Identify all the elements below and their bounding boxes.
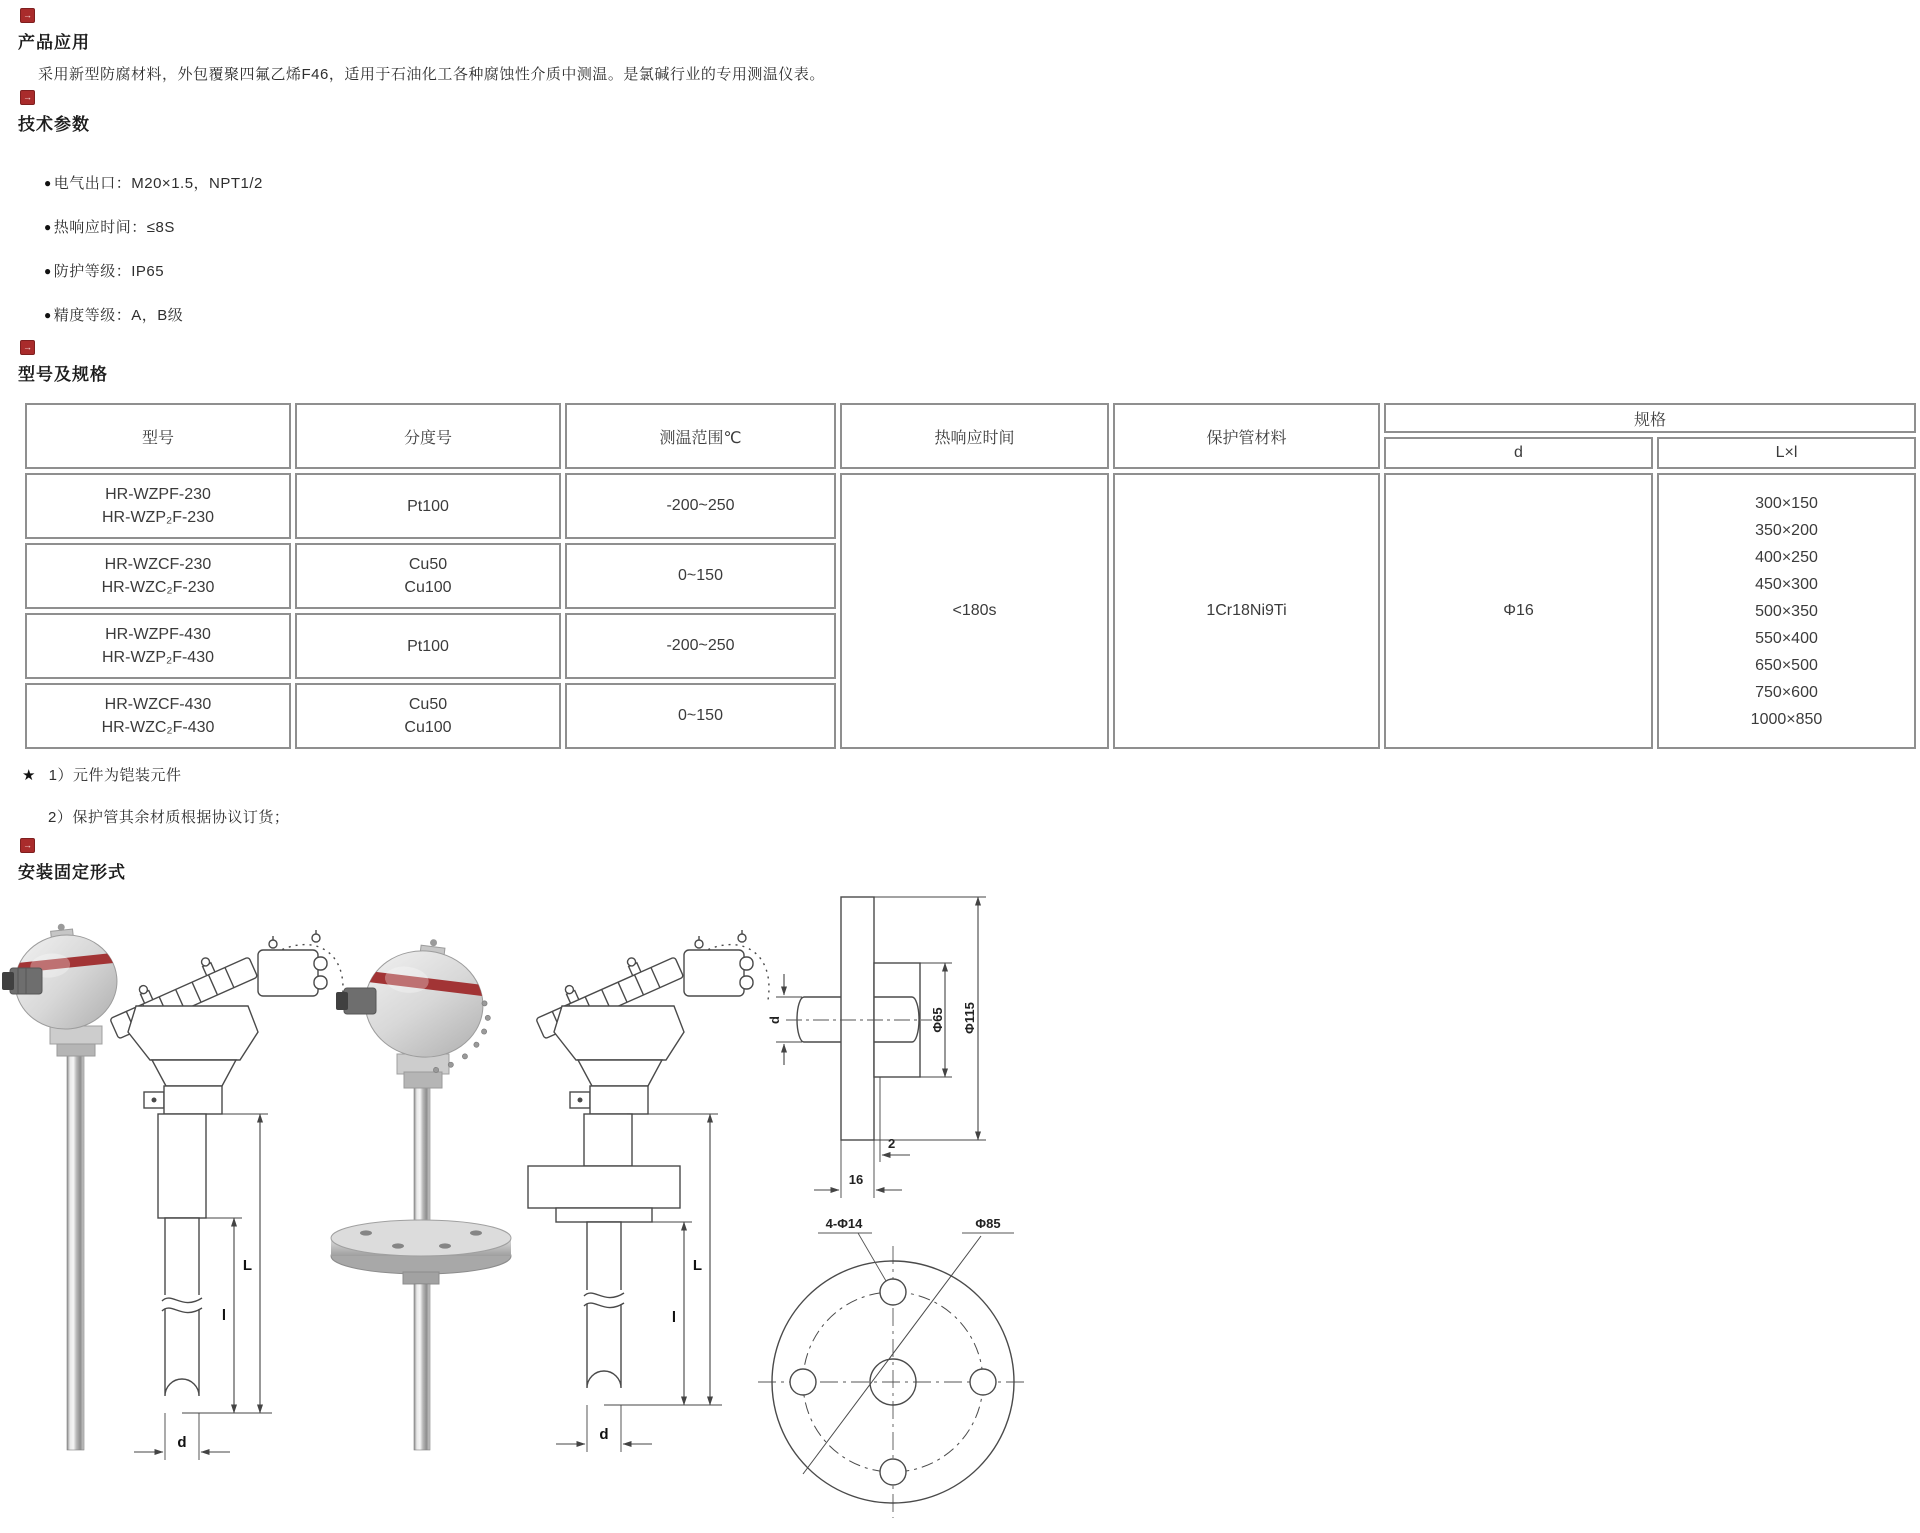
col-header-material: 保护管材料 xyxy=(1113,403,1380,469)
thermocouple-photo-1 xyxy=(2,918,127,1450)
cell-range: 0~150 xyxy=(565,683,836,749)
cell-model: HR-WZCF-230 HR-WZC₂F-230 xyxy=(25,543,291,609)
dim-label-phi115: Φ115 xyxy=(962,1002,977,1034)
dim-label-bolt-holes: 4-Φ14 xyxy=(825,1216,863,1231)
col-header-spec: 规格 xyxy=(1384,403,1916,433)
cell-range: 0~150 xyxy=(565,543,836,609)
star-icon: ★ xyxy=(22,767,36,784)
section-title-product-application: 产品应用 xyxy=(18,33,90,52)
tech-param-item: ● 电气出口：M20×1.5，NPT1/2 xyxy=(44,175,263,192)
section-marker-icon xyxy=(20,8,35,23)
cell-response: <180s xyxy=(840,473,1109,749)
spec-table xyxy=(21,399,1920,753)
spec-table-row xyxy=(25,473,1916,539)
note-2-text: 2）保护管其余材质根据协议订货； xyxy=(48,809,290,826)
section-title-tech-params: 技术参数 xyxy=(18,115,90,134)
bullet-icon: ● xyxy=(44,176,52,190)
section-marker-icon xyxy=(20,90,35,105)
cell-graduation: Pt100 xyxy=(295,473,561,539)
cell-model: HR-WZPF-430 HR-WZP₂F-430 xyxy=(25,613,291,679)
col-header-graduation: 分度号 xyxy=(295,403,561,469)
section-marker-icon xyxy=(20,838,35,853)
dim-label-l: l xyxy=(671,1309,676,1326)
dim-label-phi85: Φ85 xyxy=(975,1216,1001,1231)
cell-graduation: Cu50 Cu100 xyxy=(295,683,561,749)
dim-label-d: d xyxy=(177,1434,187,1451)
dim-label-L: L xyxy=(242,1257,252,1274)
cell-material: 1Cr18Ni9Ti xyxy=(1113,473,1380,749)
dim-label-2: 2 xyxy=(888,1136,896,1151)
tech-param-item: ● 精度等级：A，B级 xyxy=(44,307,184,324)
dim-label-d: d xyxy=(767,1016,782,1024)
col-header-lxl: L×l xyxy=(1657,437,1916,469)
section-marker-icon xyxy=(20,340,35,355)
installation-drawings xyxy=(0,893,1100,1533)
arrow-icon: → xyxy=(23,342,32,352)
dim-label-L: L xyxy=(692,1257,702,1274)
thermocouple-drawing-l-dim xyxy=(103,930,343,1460)
cell-model: HR-WZCF-430 HR-WZC₂F-430 xyxy=(25,683,291,749)
col-header-model: 型号 xyxy=(25,403,291,469)
tech-param-item: ● 防护等级：IP65 xyxy=(44,263,165,280)
col-header-d: d xyxy=(1384,437,1653,469)
cell-model: HR-WZPF-230 HR-WZP₂F-230 xyxy=(25,473,291,539)
bullet-icon: ● xyxy=(44,264,52,278)
thermocouple-photo-flange xyxy=(331,931,511,1450)
tech-param-item: ● 热响应时间：≤8S xyxy=(44,219,175,236)
tech-params-list xyxy=(44,172,263,348)
thermocouple-drawing-flange xyxy=(528,930,769,1452)
dim-label-phi65: Φ65 xyxy=(930,1007,945,1033)
flange-face-view-drawing xyxy=(758,1216,1028,1518)
note-1 xyxy=(22,764,181,785)
col-header-range: 测温范围℃ xyxy=(565,403,836,469)
note-1-text: 1）元件为铠装元件 xyxy=(48,767,182,784)
cell-graduation: Cu50 Cu100 xyxy=(295,543,561,609)
cell-d: Φ16 xyxy=(1384,473,1653,749)
dim-label-16: 16 xyxy=(848,1172,864,1187)
dim-label-d: d xyxy=(599,1426,609,1443)
note-2 xyxy=(48,806,289,827)
cell-range: -200~250 xyxy=(565,473,836,539)
arrow-icon: → xyxy=(23,840,32,850)
bullet-icon: ● xyxy=(44,220,52,234)
bullet-icon: ● xyxy=(44,308,52,322)
cell-graduation: Pt100 xyxy=(295,613,561,679)
section-title-models-specs: 型号及规格 xyxy=(18,365,108,384)
arrow-icon: → xyxy=(23,92,32,102)
cell-range: -200~250 xyxy=(565,613,836,679)
arrow-icon: → xyxy=(23,10,32,20)
dim-label-l: l xyxy=(221,1307,226,1324)
flange-side-view-drawing xyxy=(767,897,986,1198)
section-title-installation: 安装固定形式 xyxy=(18,863,126,882)
cell-lxl: 300×150 350×200 400×250 450×300 500×350 550×400 650×500 750×600 1000×850 xyxy=(1657,473,1916,749)
product-application-text: 采用新型防腐材料，外包覆聚四氟乙烯F46，适用于石油化工各种腐蚀性介质中测温。是氯碱行业的专用测温仪表。 xyxy=(38,66,825,83)
col-header-response: 热响应时间 xyxy=(840,403,1109,469)
